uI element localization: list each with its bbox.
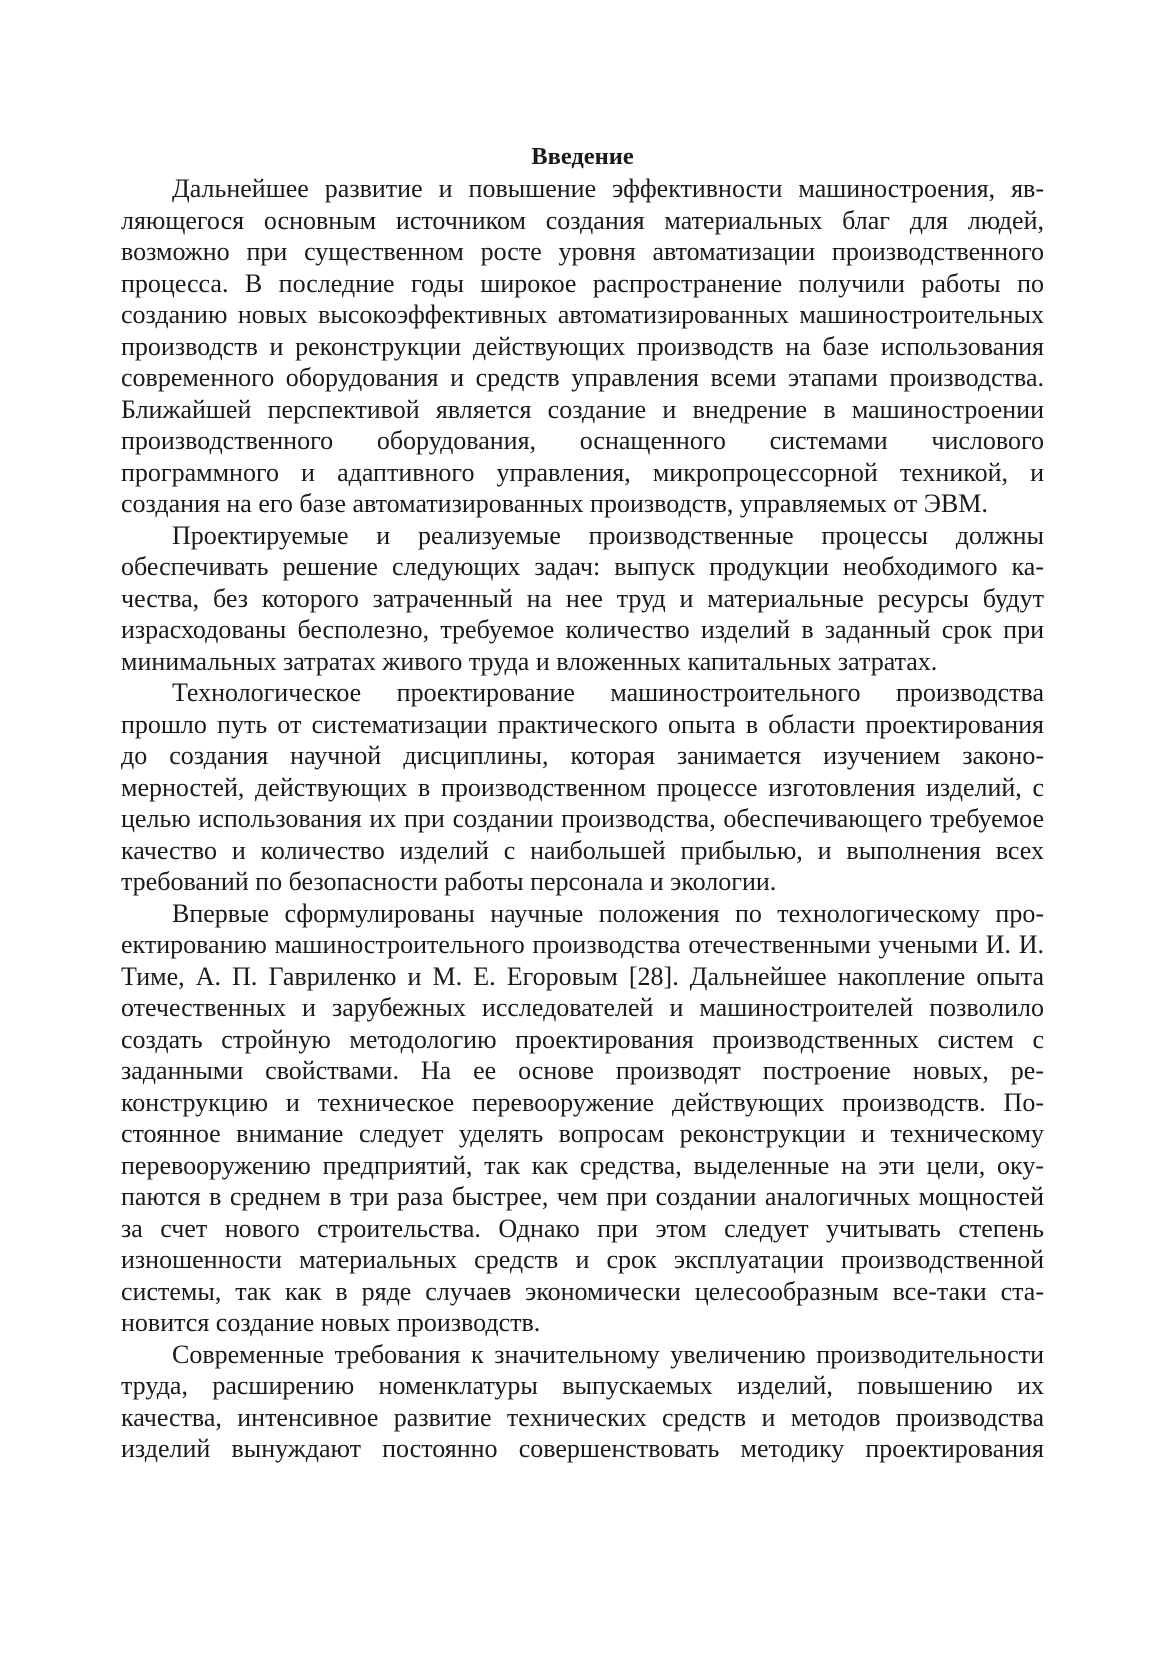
page-title: Введение [531,143,634,170]
paragraph-1: Дальнейшее развитие и повышение эффективности машиностроения, являющегося основным источником создания материальных благ для людей, возможно при существенном росте уровня автоматизации производственного процесса. В последние годы широкое распространение получили работы по созданию новых высокоэффективных автоматизированных машиностроительных производств и реконструкции действующих производств на базе использования современного оборудования и средств управления всеми этапами производства. Ближайшей перспективой является создание и внедрение в машиностроении производственного оборудования, оснащенного системами числового программного и адаптивного управления, микропроцессорной техникой, и создания на его базе автоматизированных производств, управляемых от ЭВМ. [121,174,1044,518]
paragraph-3: Технологическое проектирование машиностроительного производства прошло путь от систематизации практического опыта в области проектирования до создания научной дисциплины, которая занимается изучением закономерностей, действующих в производственном процессе изготовления изделий, с целью использования их при создании производства, обеспечивающего требуемое качество и количество изделий с наибольшей прибылью, и выполнения всех требований по безопасности работы персонала и экологии. [121,678,1044,896]
paragraph-4: Впервые сформулированы научные положения по технологическому проектированию машиностроительного производства отечественными учеными И. И. Тиме, А. П. Гавриленко и М. Е. Егоровым [28]. Дальнейшее накопление опыта отечественных и зарубежных исследователей и машиностроителей позволило создать стройную методологию проектирования производственных систем с заданными свойствами. На ее основе производят построение новых, реконструкцию и техническое перевооружение действующих производств. Постоянное внимание следует уделять вопросам реконструкции и техническому перевооружению предприятий, так как средства, выделенные на эти цели, окупаются в среднем в три раза быстрее, чем при создании аналогичных мощностей за счет нового строительства. Однако при этом следует учитывать степень изношенности материальных средств и срок эксплуатации производственной системы, так как в ряде случаев экономически целесообразным все-таки становится создание новых производств. [121,898,1044,1337]
page-content [121,145,1044,1465]
paragraph-2: Проектируемые и реализуемые производственные процессы должны обеспечивать решение следующих задач: выпуск продукции необходимого качества, без которого затраченный на нее труд и материальные ресурсы будут израсходованы бесполезно, требуемое количество изделий в заданный срок при минимальных затратах живого труда и вложенных капитальных затратах. [121,520,1044,676]
paragraph-5: Современные требования к значительному увеличению производительности труда, расширению номенклатуры выпускаемых изделий, повышению их качества, интенсивное развитие технических средств и методов производства изделий вынуждают постоянно совершенствовать методику проектирования [121,1339,1044,1463]
